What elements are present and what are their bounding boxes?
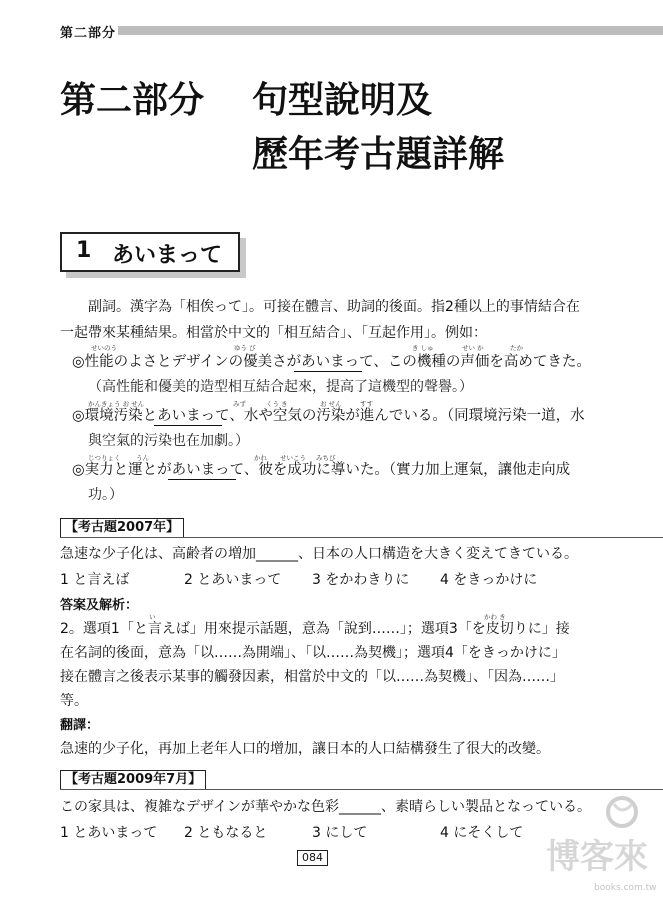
ruby: かんきょう お せん bbox=[88, 400, 145, 408]
exam-1-question: 急速な少子化は、高齢者の増加______、日本の人口構造を大きく変えてきている。 bbox=[60, 546, 578, 562]
page-number: 084 bbox=[297, 850, 328, 866]
ruby: みちび bbox=[316, 454, 336, 462]
lesson-number: 1 bbox=[76, 238, 92, 263]
exam-2-tag: 【考古題2009年7月】 bbox=[60, 770, 206, 790]
header-bar bbox=[118, 26, 663, 35]
exam-1-translation: 急速的少子化，再加上老年人口的增加，讓日本的人口結構發生了很大的改變。 bbox=[60, 741, 550, 757]
exam-2-option: 1 とあいまって bbox=[60, 825, 158, 841]
ruby: すす bbox=[360, 400, 374, 408]
intro-line-1: 副詞。漢字為「相俟って」。可接在體言、助詞的後面。指2種以上的事情結合在 bbox=[88, 299, 580, 315]
example-1-sentence: ◎性能のよさとデザインの優美さがあいまって、この機種の声価を高めてきた。 bbox=[72, 354, 591, 370]
ruby: みず bbox=[233, 400, 246, 408]
exam-1-option: 2 とあいまって bbox=[184, 572, 282, 588]
exam-1-option: 3 をかわきりに bbox=[312, 572, 410, 588]
ruby: かれ bbox=[254, 454, 267, 462]
exam-1-answer-line-3: 接在體言之後表示某事的觸發因素，相當於中文的「以……為契機」、「因為……」 bbox=[60, 669, 564, 685]
ruby: じつりょく bbox=[88, 454, 121, 462]
ruby: たか bbox=[510, 344, 523, 352]
watermark-url: books.com.tw bbox=[594, 883, 657, 893]
lesson-title: あいまって bbox=[112, 243, 223, 268]
part-title-line2: 歷年考古題詳解 bbox=[252, 134, 505, 175]
example-3-sentence: ◎実力と運とがあいまって、彼を成功に導いた。（實力加上運氣，讓他走向成 bbox=[72, 462, 571, 478]
example-2-sentence: ◎環境汚染とあいまって、水や空気の汚染が進んでいる。（同環境污染一道，水 bbox=[72, 408, 585, 424]
exam-2-option: 4 にそくして bbox=[440, 825, 524, 841]
ruby: ゆう び bbox=[234, 344, 256, 352]
ruby: い bbox=[149, 613, 156, 621]
example-3-translation: 功。） bbox=[88, 487, 123, 503]
exam-1-tag: 【考古題2007年】 bbox=[60, 518, 184, 538]
part-title-line1: 句型說明及 bbox=[252, 80, 433, 121]
ruby: かわ き bbox=[484, 613, 506, 621]
exam-1-rule bbox=[60, 537, 663, 538]
example-1-underline bbox=[294, 371, 362, 372]
example-1-translation: （高性能和優美的造型相互結合起來，提高了這機型的聲譽。） bbox=[88, 379, 473, 395]
bookstore-watermark bbox=[540, 790, 663, 897]
header-section-label: 第二部分 bbox=[60, 26, 117, 41]
ruby: せいのう bbox=[91, 344, 117, 352]
ruby: せい か bbox=[462, 344, 484, 352]
watermark-brand: 博客來 bbox=[546, 837, 648, 877]
ruby: せいこう bbox=[280, 454, 306, 462]
exam-1-option: 1 と言えば bbox=[60, 572, 130, 588]
example-3-underline bbox=[168, 479, 236, 480]
example-2-underline bbox=[154, 425, 222, 426]
exam-1-answer-label: 答案及解析： bbox=[60, 598, 139, 613]
ruby: お せん bbox=[320, 400, 342, 408]
exam-1-answer-line-1: 2。選項1「と言えば」用來提示話題，意為「說到……」；選項3「を皮切りに」接 bbox=[60, 621, 570, 637]
example-2-translation: 與空氣的污染也在加劇。） bbox=[88, 433, 249, 449]
ruby: うん bbox=[136, 454, 149, 462]
exam-2-question: この家具は、複雑なデザインが華やかな色彩______、素晴らしい製品となっている。 bbox=[60, 799, 592, 815]
ruby: き しゅ bbox=[412, 344, 434, 352]
exam-2-option: 2 ともなると bbox=[184, 825, 268, 841]
exam-1-translation-label: 翻譯： bbox=[60, 718, 100, 733]
part-title-part: 第二部分 bbox=[60, 80, 205, 121]
ruby: くう き bbox=[266, 400, 288, 408]
lesson-heading bbox=[60, 232, 240, 272]
intro-line-2: 一起帶來某種結果。相當於中文的「相互結合」、「互起作用」。例如： bbox=[60, 325, 487, 341]
exam-1-option: 4 をきっかけに bbox=[440, 572, 538, 588]
exam-1-answer-line-4: 等。 bbox=[60, 693, 88, 709]
exam-1-answer-line-2: 在名詞的後面，意為「以……為開端」、「以……為契機」；選項4「をきっかけに」 bbox=[60, 645, 566, 661]
exam-2-option: 3 にして bbox=[312, 825, 368, 841]
watermark-logo-icon bbox=[540, 790, 663, 897]
